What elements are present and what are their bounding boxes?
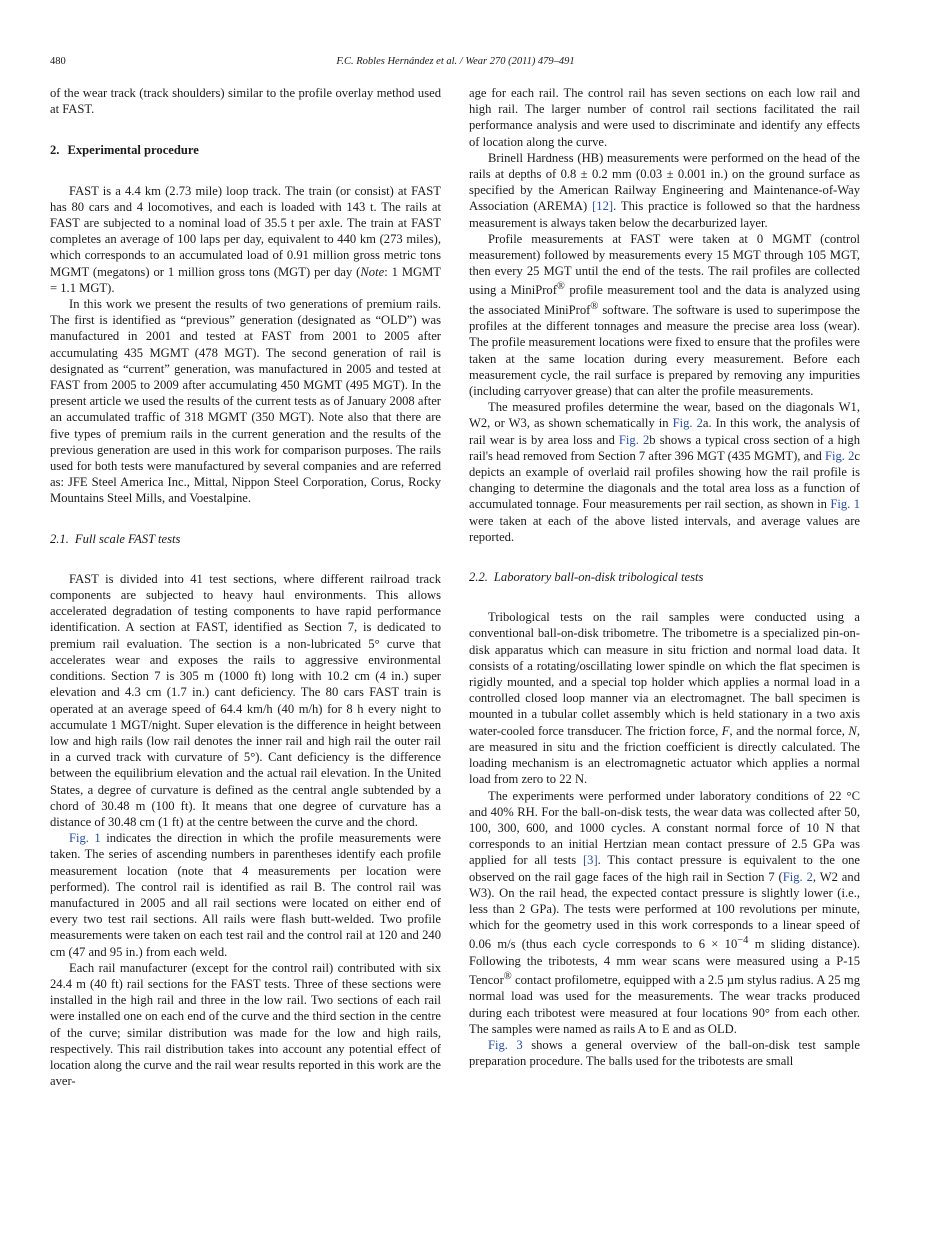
subsection-number: 2.1.	[50, 531, 69, 546]
paragraph-profile-direction: Fig. 1 indicates the direction in which the profile measurements were taken. The series of ascending numbers in parentheses identify each profile measurement location (note that 4 measurements per location were performed). The control rail is identified as rail B. The control rail was manufactured in 2005 and all rail sections were located on either end of every two test rail sections. All rails were flash butt-welded. Two profile measurements were taken on each test rail and the control rail at 120 and 240 cm (47 and 95 in.) from each weld.	[50, 831, 441, 959]
subsection-heading-2-2	[469, 569, 860, 585]
left-column	[50, 85, 441, 1089]
figure-link-fig3[interactable]: Fig. 3	[488, 1037, 523, 1052]
subsection-title: Laboratory ball-on-disk tribological tests	[493, 570, 704, 585]
figure-link-fig2[interactable]: Fig. 2	[824, 448, 855, 463]
paragraph-sample-preparation: Fig. 3 shows a general overview of the ball-on-disk test sample preparation procedure. The balls used for the tribotests are small	[469, 1037, 860, 1069]
section-title: Experimental procedure	[67, 143, 199, 158]
carryover-paragraph: age for each rail. The control rail has seven sections on each low rail and high rail. The larger number of control rail sections facilitated the rail performance analysis and were used to discriminate and identify any effects of location along the curve.	[469, 86, 860, 149]
figure-link-fig2[interactable]: Fig. 2	[672, 416, 703, 431]
page-number: 480	[50, 56, 66, 67]
paragraph-tribometre: Tribological tests on the rail samples were conducted using a conventional ball-on-disk tribometre. The tribometre is a specialized pin-on-disk apparatus which can measure in situ friction and normal load data. It consists of a rotating/oscillating lower spindle on which the flat specimen is rigidly mounted, and a special top holder which applies a normal load in a controlled closed loop manner via an electromagnet. The ball specimen is mounted in a tubular collet assembly which is held stationary in a two axis water-cooled force transducer. The friction force, F, and the normal force, N, are measured in situ and the friction coefficient is directly calculated. The loading mechanism is an electromagnetic actuator which applies a normal load from zero to 22 N.	[469, 610, 860, 787]
subsection-number: 2.2.	[469, 570, 488, 585]
section-number: 2.	[50, 143, 60, 158]
carryover-paragraph: of the wear track (track shoulders) similar to the profile overlay method used at FAST.	[50, 86, 441, 117]
paragraph-measured-profiles: The measured profiles determine the wear, based on the diagonals W1, W2, or W3, as shown schematically in Fig. 2a. In this work, the analysis of rail wear is by area loss and Fig. 2b shows a typical cross section of a high rail's head removed from Section 7 after 396 MGT (435 MGMT), and Fig. 2c depicts an example of overlaid rail profiles showing how the rail profile is changing to determine the diagonals and the total area loss as a function of accumulated tonnage. Four measurements per rail section, as shown in Fig. 1 were taken at each of the above listed intervals, and average values are reported.	[469, 400, 861, 544]
citation-link-12[interactable]: [12]	[592, 199, 614, 214]
figure-link-fig2[interactable]: Fig. 2	[782, 869, 813, 884]
paragraph-brinell-hardness: Brinell Hardness (HB) measurements were performed on the head of the rails at depths of 0.8 ± 0.2 mm (0.03 ± 0.001 in.) on the ground surface as specified by the American Railway Engineering and Maintenance-of-Way Association (AREMA) [12]. This practice is followed so that the hardness measurement is always taken below the decarburized layer.	[469, 150, 861, 230]
figure-link-fig1[interactable]: Fig. 1	[69, 831, 101, 846]
paragraph-rail-sections: Each rail manufacturer (except for the control rail) contributed with six 24.4 m (40 ft) rail sections for the FAST tests. Three of these sections were installed in the high rail and three in the low rail. Two sections of each rail were installed one on each end of the curve and the third section in the centre of the curve; similar distribution was made for the low and high rails, respectively. This rail distribution takes into account any potential effect of location along the curve and the rail wear results reported in this work are the aver-	[50, 960, 441, 1089]
paragraph-experiment-conditions: The experiments were performed under laboratory conditions of 22 °C and 40% RH. For the ball-on-disk tests, the wear data was collected after 50, 100, 300, 600, and 1000 cycles. A constant normal force of 10 N that corresponds to an initial Hertzian mean contact pressure of 2.5 GPa was applied for all tests [3]. This contact pressure is equivalent to the one observed on the rail gage faces of the high rail in Section 7 (Fig. 2, W2 and W3). On the rail head, the expected contact pressure is slightly lower (i.e., less than 2 GPa). The tests were performed at 100 revolutions per minute, which for the geometry used in this work corresponds to a linear speed of 0.06 m/s (thus each cycle corresponds to $6 \times 10^{-4}$ m sliding distance). Following the tribotests, 4 mm wear scans were measured using a P-15 Tencor® contact profilometre, equipped with a 2.5 µm stylus radius. A 25 mg normal load was used for the measurements. The wear tracks produced during each tribotest were measured at four locations 90° from each other. The samples were named as rails A to E and as OLD.	[469, 788, 861, 1036]
paragraph-test-sections: FAST is divided into 41 test sections, where different railroad track components are subjected to heavy haul environments. This allows accelerated degradation of testing components to have rapid performance identification. A section at FAST, identified as Section 7, is dedicated to premium rail evaluation. The section is a non-lubricated 5° curve that accelerates wear and exposes the rails to aggressive environmental conditions. Section 7 is 305 m (1000 ft) long with 10.2 cm (4 in.) super elevation and 4.3 cm (1.7 in.) cant deficiency. The 80 cars FAST train is operated at an average speed of 64.4 km/h (40 m/h) for 8 h every night to accumulate 1 MGT/night. Super elevation is the difference in height between low and high rails (low rail denotes the inner rail and high rail the outer rail in a curved track with curvature of 5°). Cant deficiency is the difference between the equilibrium elevation and the actual rail elevation. In the United States, a degree of curvature is defined as the central angle subtended by a chord of 30.48 m (100 ft). It means that one degree of curvature has a distance of 30.48 cm (1 ft) at the centre between the curve and the chord.	[50, 571, 441, 829]
figure-link-fig1[interactable]: Fig. 1	[830, 497, 860, 512]
paragraph-fast-overview: FAST is a 4.4 km (2.73 mile) loop track. The train (or consist) at FAST has 80 cars and 4 locomotives, and each is loaded with 143 t. The rails at FAST are subjected to a nominal load of 35.5 t per axle. The train at FAST completes an average of 100 laps per day, equivalent to 440 km (273 miles), which corresponds to an accumulated load of 0.91 million gross metric tons MGMT (megatons) or 1 million gross tons (MGT) per day (Note: 1 MGMT = 1.1 MGT).	[50, 183, 442, 295]
citation-link-3[interactable]: [3]	[582, 853, 598, 868]
subsection-title: Full scale FAST tests	[74, 531, 181, 546]
figure-link-fig2[interactable]: Fig. 2	[618, 432, 650, 447]
paragraph-profile-measurements: Profile measurements at FAST were taken at 0 MGMT (control measurement) followed by measurements every 15 MGT through 105 MGT, then every 25 MGT until the end of the tests. The rail profiles are collected using a MiniProf® profile measurement tool and the data is analyzed using the associated MiniProf® software. The software is used to superimpose the profiles at the different tonnages and measure the precise area loss (wear). The profile measurement locations were fixed to ensure that the profiles were taken at the same location during every measurement. Before each measurement cycle, the rail surface is prepared by removing any impurities (including carryover grease) that can alter the profile measurements.	[469, 231, 861, 399]
section-heading-2	[50, 142, 441, 158]
page-header	[50, 55, 861, 69]
subsection-heading-2-1	[50, 531, 441, 547]
paragraph-premium-rails: In this work we present the results of two generations of premium rails. The first is identified as “previous” generation (designated as “OLD”) was manufactured in 2001 and tested at FAST from 2001 to 2005 after accumulating 435 MGMT (478 MGT). The second generation of rail is designated as “current” generation, was manufactured in 2005 and tested at FAST from 2005 to 2009 after accumulating 450 MGMT (495 MGT). In the present article we used the results of the current tests as of January 2008 after an accumulated traffic of 318 MGMT (350 MGT). Note also that there are five types of premium rails in the current generation and the results of the previous generation are used in this work for comparison purposes. The rails used for both tests were manufactured by several companies and are referred as: JFE Steel America Inc., Mittal, Nippon Steel Corporation, Corus, Rocky Mountains Steel Mills, and Voestalpine.	[50, 297, 441, 506]
right-column	[469, 85, 860, 1069]
running-head: F.C. Robles Hernández et al. / Wear 270 (2011) 479–491	[336, 56, 575, 67]
